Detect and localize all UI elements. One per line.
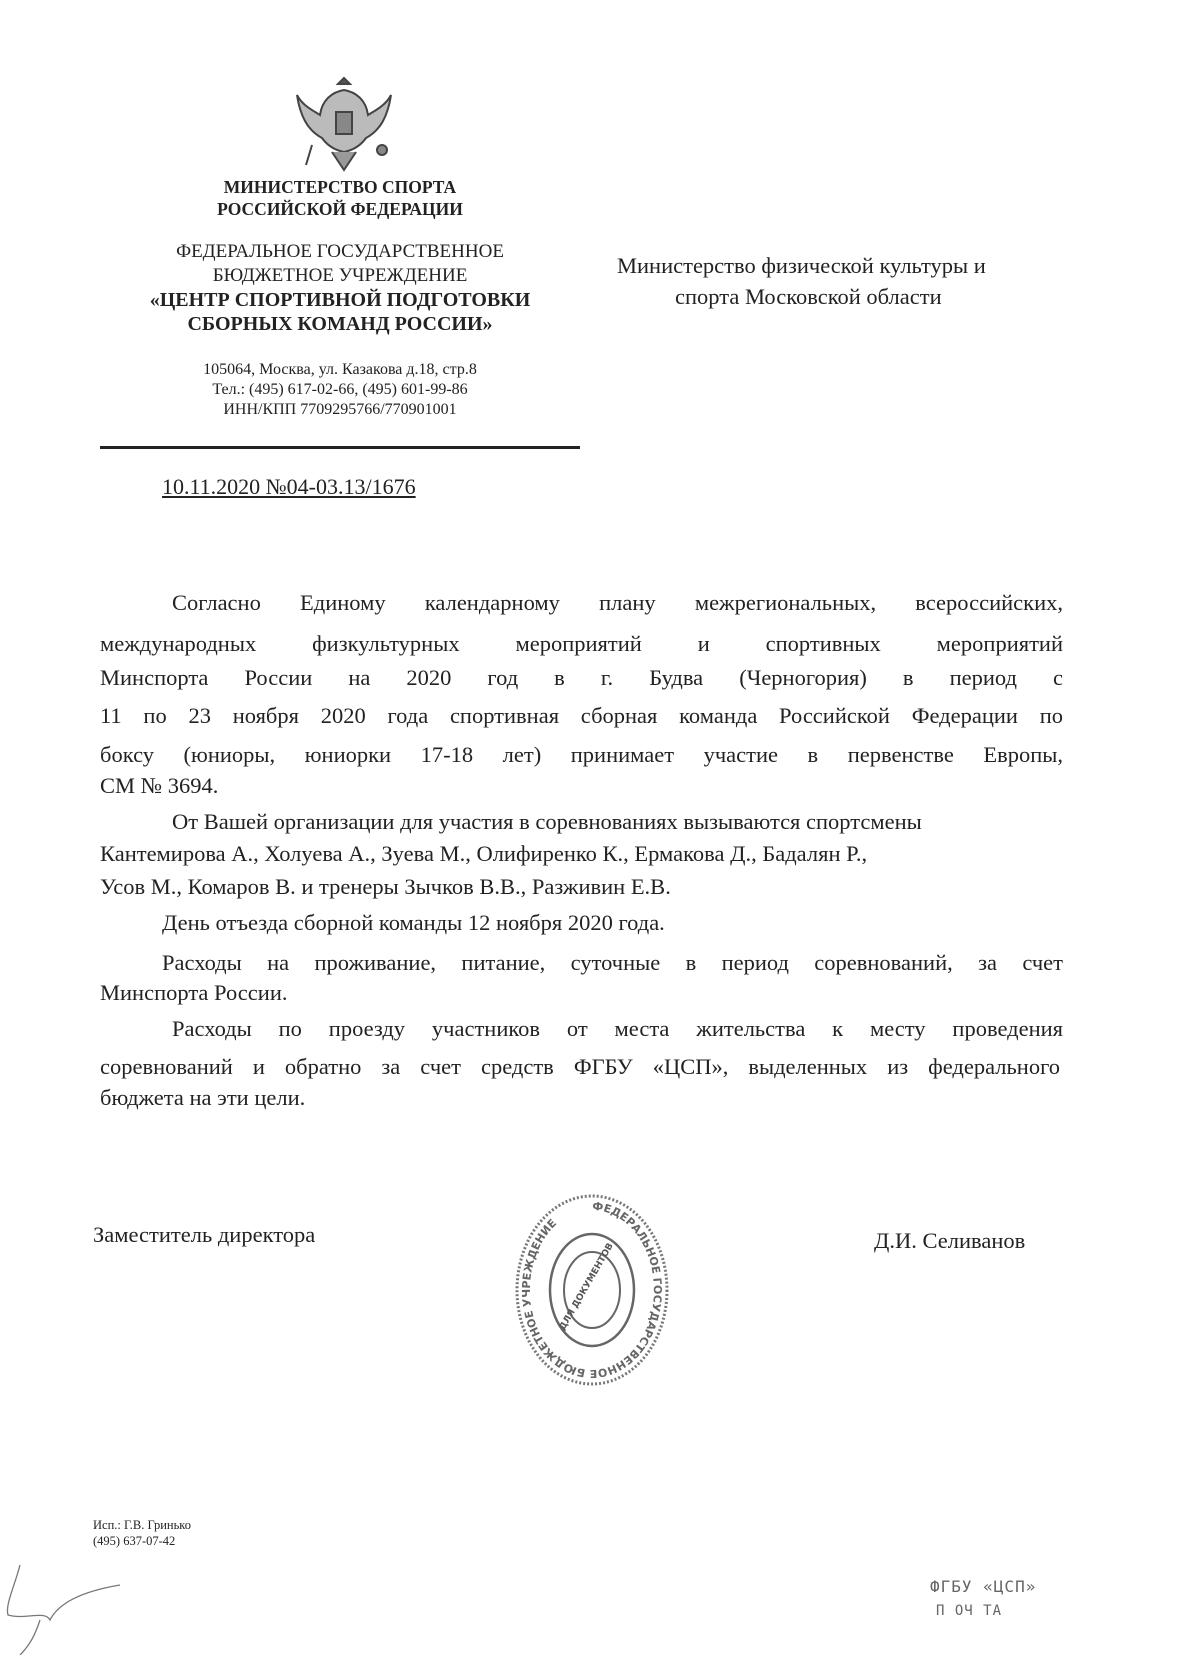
body-line: Расходы на проживание, питание, суточные в период соревнований, за счет [162,950,1063,975]
body-line: Согласно Единому календарному плану межрегиональных, всероссийских, [172,590,1063,615]
ministry-name [100,176,580,220]
body-line: Расходы по проезду участников от места жительства к месту проведения [172,1016,1063,1041]
body-line: соревнований и обратно за счет средств ФГБУ «ЦСП», выделенных из федерального [100,1054,1060,1079]
organization-block [100,240,580,336]
svg-text:ФЕДЕРАЛЬНОЕ ГОСУДАРСТВЕННОЕ БЮ: ФЕДЕРАЛЬНОЕ ГОСУДАРСТВЕННОЕ БЮДЖЕТНОЕ УЧРЕЖДЕНИЕ [519,1199,664,1381]
org-name-line: «ЦЕНТР СПОРТИВНОЙ ПОДГОТОВКИ [149,289,531,311]
body-line: бюджета на эти цели. [100,1085,306,1110]
body-line: День отъезда сборной команды 12 ноября 2020 года. [162,910,665,935]
org-name-line: СБОРНЫХ КОМАНД РОССИИ» [187,313,493,335]
registration-number: 10.11.2020 №04-03.13/1676 [162,474,416,499]
body-line: международных физкультурных мероприятий и спортивных мероприятий [100,631,1063,656]
signatory-name: Д.И. Селиванов [874,1228,1026,1253]
ministry-line: МИНИСТЕРСТВО СПОРТА [223,177,457,197]
body-line: От Вашей организации для участия в соревнованиях вызываются спортсмены [172,809,922,834]
address: 105064, Москва, ул. Казакова д.18, стр.8 [203,361,477,378]
org-type-line: ФЕДЕРАЛЬНОЕ ГОСУДАРСТВЕННОЕ [176,241,504,262]
signatory-position: Заместитель директора [93,1222,316,1247]
coat-of-arms-emblem [292,70,397,175]
addressee [617,250,986,312]
contacts-block [100,360,580,420]
ministry-line: РОССИЙСКОЙ ФЕДЕРАЦИИ [217,199,463,219]
official-seal [512,1190,672,1390]
body-line: Минспорта России. [100,980,288,1005]
body-line: Усов М., Комаров В. и тренеры Зычков В.В., Разживин Е.В. [100,874,671,899]
letterhead-divider [100,446,580,449]
body-line: 11 по 23 ноября 2020 года спортивная сборная команда Российской Федерации по [100,703,1063,728]
mail-stamp-line: ФГБУ «ЦСП» [930,1577,1037,1596]
executor-info [93,1517,191,1549]
addressee-line: Министерство физической культуры и [617,253,986,278]
body-line: Минспорта России на 2020 год в г. Будва (Черногория) в период с [100,665,1063,690]
executor-phone: (495) 637-07-42 [93,1534,176,1548]
body-line: Кантемирова А., Холуева А., Зуева М., Олифиренко К., Ермакова Д., Бадалян Р., [100,841,868,866]
org-type-line: БЮДЖЕТНОЕ УЧРЕЖДЕНИЕ [212,265,468,286]
body-line: СМ № 3694. [100,773,219,798]
handwritten-mark [0,1560,140,1655]
addressee-line: спорта Московской области [675,284,942,309]
mail-stamp-line: П ОЧ ТА [936,1603,1003,1619]
executor-name: Исп.: Г.В. Гринько [93,1518,191,1532]
inn-kpp: ИНН/КПП 7709295766/770901001 [223,401,457,418]
mail-stamp [930,1575,1036,1623]
body-line: боксу (юниоры, юниорки 17-18 лет) принимает участие в первенстве Европы, [100,742,1063,767]
svg-text:ДЛЯ ДОКУМЕНТОВ: ДЛЯ ДОКУМЕНТОВ [557,1241,616,1333]
phone: Тел.: (495) 617-02-66, (495) 601-99-86 [212,381,468,398]
